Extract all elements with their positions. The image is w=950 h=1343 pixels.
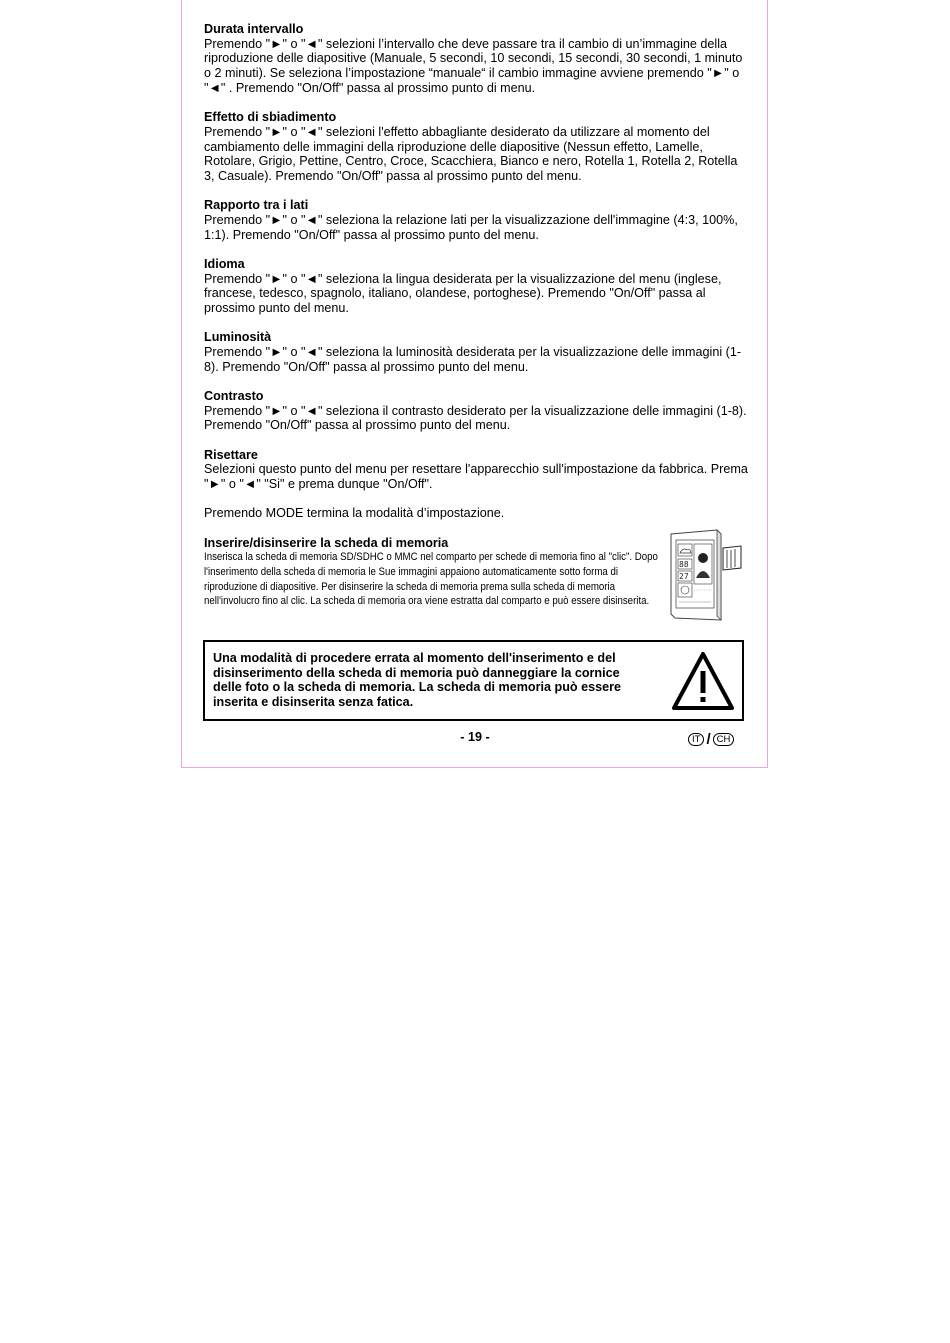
section-heading: Risettare [204, 447, 258, 462]
section-text: Selezioni questo punto del menu per resettare l'apparecchio sull'impostazione da fabbrica. Prema "►" o "◄" "Si" e prema dunque "On/Off". [204, 462, 748, 492]
mode-note-block [204, 506, 749, 521]
section-durata-intervallo [204, 22, 749, 96]
section-text: Premendo "►" o "◄" selezioni l’intervallo che deve passare tra il cambio di un’immagine della riproduzione delle diapositive (Manuale, 5 secondi, 10 secondi, 15 secondi, 30 secondi, 1 minuto o 2 minuti). Se seleziona l’impostazione “manuale“ il cambio immagine avviene premendo "►" o "◄" . Premendo "On/Off" passa al prossimo punto di menu. [204, 36, 743, 95]
section-rapporto-lati [204, 198, 749, 242]
section-contrasto [204, 389, 749, 433]
section-luminosita [204, 330, 749, 374]
lang-separator: / [706, 730, 711, 748]
page-number: - 19 - [460, 730, 490, 744]
photo-frame-card-slot-illustration [667, 528, 747, 624]
language-badge [688, 731, 734, 747]
section-risettare [204, 448, 749, 492]
section-text: Inserisca la scheda di memoria SD/SDHC o MMC nel comparto per schede di memoria fino al "clic". Dopo l'inserimento della scheda di memoria le Sue immagini appaiono automaticamente sotto forma di riproduzione di diapositive. Per disinserire la scheda di memoria prema sulla scheda di memoria nell'involucro fino al clic. La scheda di memoria ora viene estratta dal comparto e può essere disinserita. [204, 551, 658, 608]
section-text: Premendo "►" o "◄" seleziona il contrasto desiderato per la visualizzazione delle immagini (1-8). Premendo "On/Off" passa al prossimo punto del menu. [204, 403, 747, 433]
section-heading: Durata intervallo [204, 22, 304, 36]
svg-text:88: 88 [679, 559, 689, 569]
mode-note: Premendo MODE termina la modalità d’impostazione. [204, 506, 505, 521]
section-effetto-sbiadimento [204, 110, 749, 184]
svg-text:27: 27 [679, 571, 689, 581]
warning-text: Una modalità di procedere errata al momento dell'inserimento e del disinserimento della scheda di memoria può danneggiare la cornice delle foto o la scheda di memoria. La scheda di memoria può essere inserita e disinserita senza fatica. [213, 651, 622, 710]
section-text: Premendo "►" o "◄" selezioni l'effetto abbagliante desiderato da utilizzare al momento del cambiamento delle immagini della riproduzione delle diapositive (Nessun effetto, Lamelle, Rotolare, Grigio, Pettine, Centro, Croce, Scacchiera, Bianco e nero, Rotella 1, Rotella 2, Rotella 3, Casuale). Premendo "On/Off" passa al prossimo punto del menu. [204, 124, 738, 183]
section-text: Premendo "►" o "◄" seleziona la relazione lati per la visualizzazione dell'immagine (4:3, 100%, 1:1). Premendo "On/Off" passa al prossimo punto del menu. [204, 212, 738, 242]
warning-box [203, 640, 744, 721]
section-memory-card [204, 536, 749, 630]
lang-badge-ch: CH [713, 733, 735, 746]
section-heading: Idioma [204, 256, 245, 271]
section-heading: Contrasto [204, 389, 264, 404]
lang-badge-it: IT [688, 733, 704, 746]
section-text: Premendo "►" o "◄" seleziona la luminosità desiderata per la visualizzazione delle immagini (1-8). Premendo "On/Off" passa al prossimo punto del menu. [204, 345, 742, 374]
section-idioma [204, 257, 749, 316]
section-heading: Effetto di sbiadimento [204, 110, 337, 125]
section-heading: Rapporto tra i lati [204, 198, 309, 213]
section-text: Premendo "►" o "◄" seleziona la lingua desiderata per la visualizzazione del menu (inglese, francese, tedesco, spagnolo, italiano, olandese, portoghese). Premendo "On/Off" passa al prossimo punto del menu. [204, 271, 722, 316]
section-heading: Luminosità [204, 330, 272, 345]
section-heading: Inserire/disinserire la scheda di memoria [204, 535, 449, 550]
warning-triangle-icon [671, 651, 735, 711]
page-content [204, 22, 749, 630]
